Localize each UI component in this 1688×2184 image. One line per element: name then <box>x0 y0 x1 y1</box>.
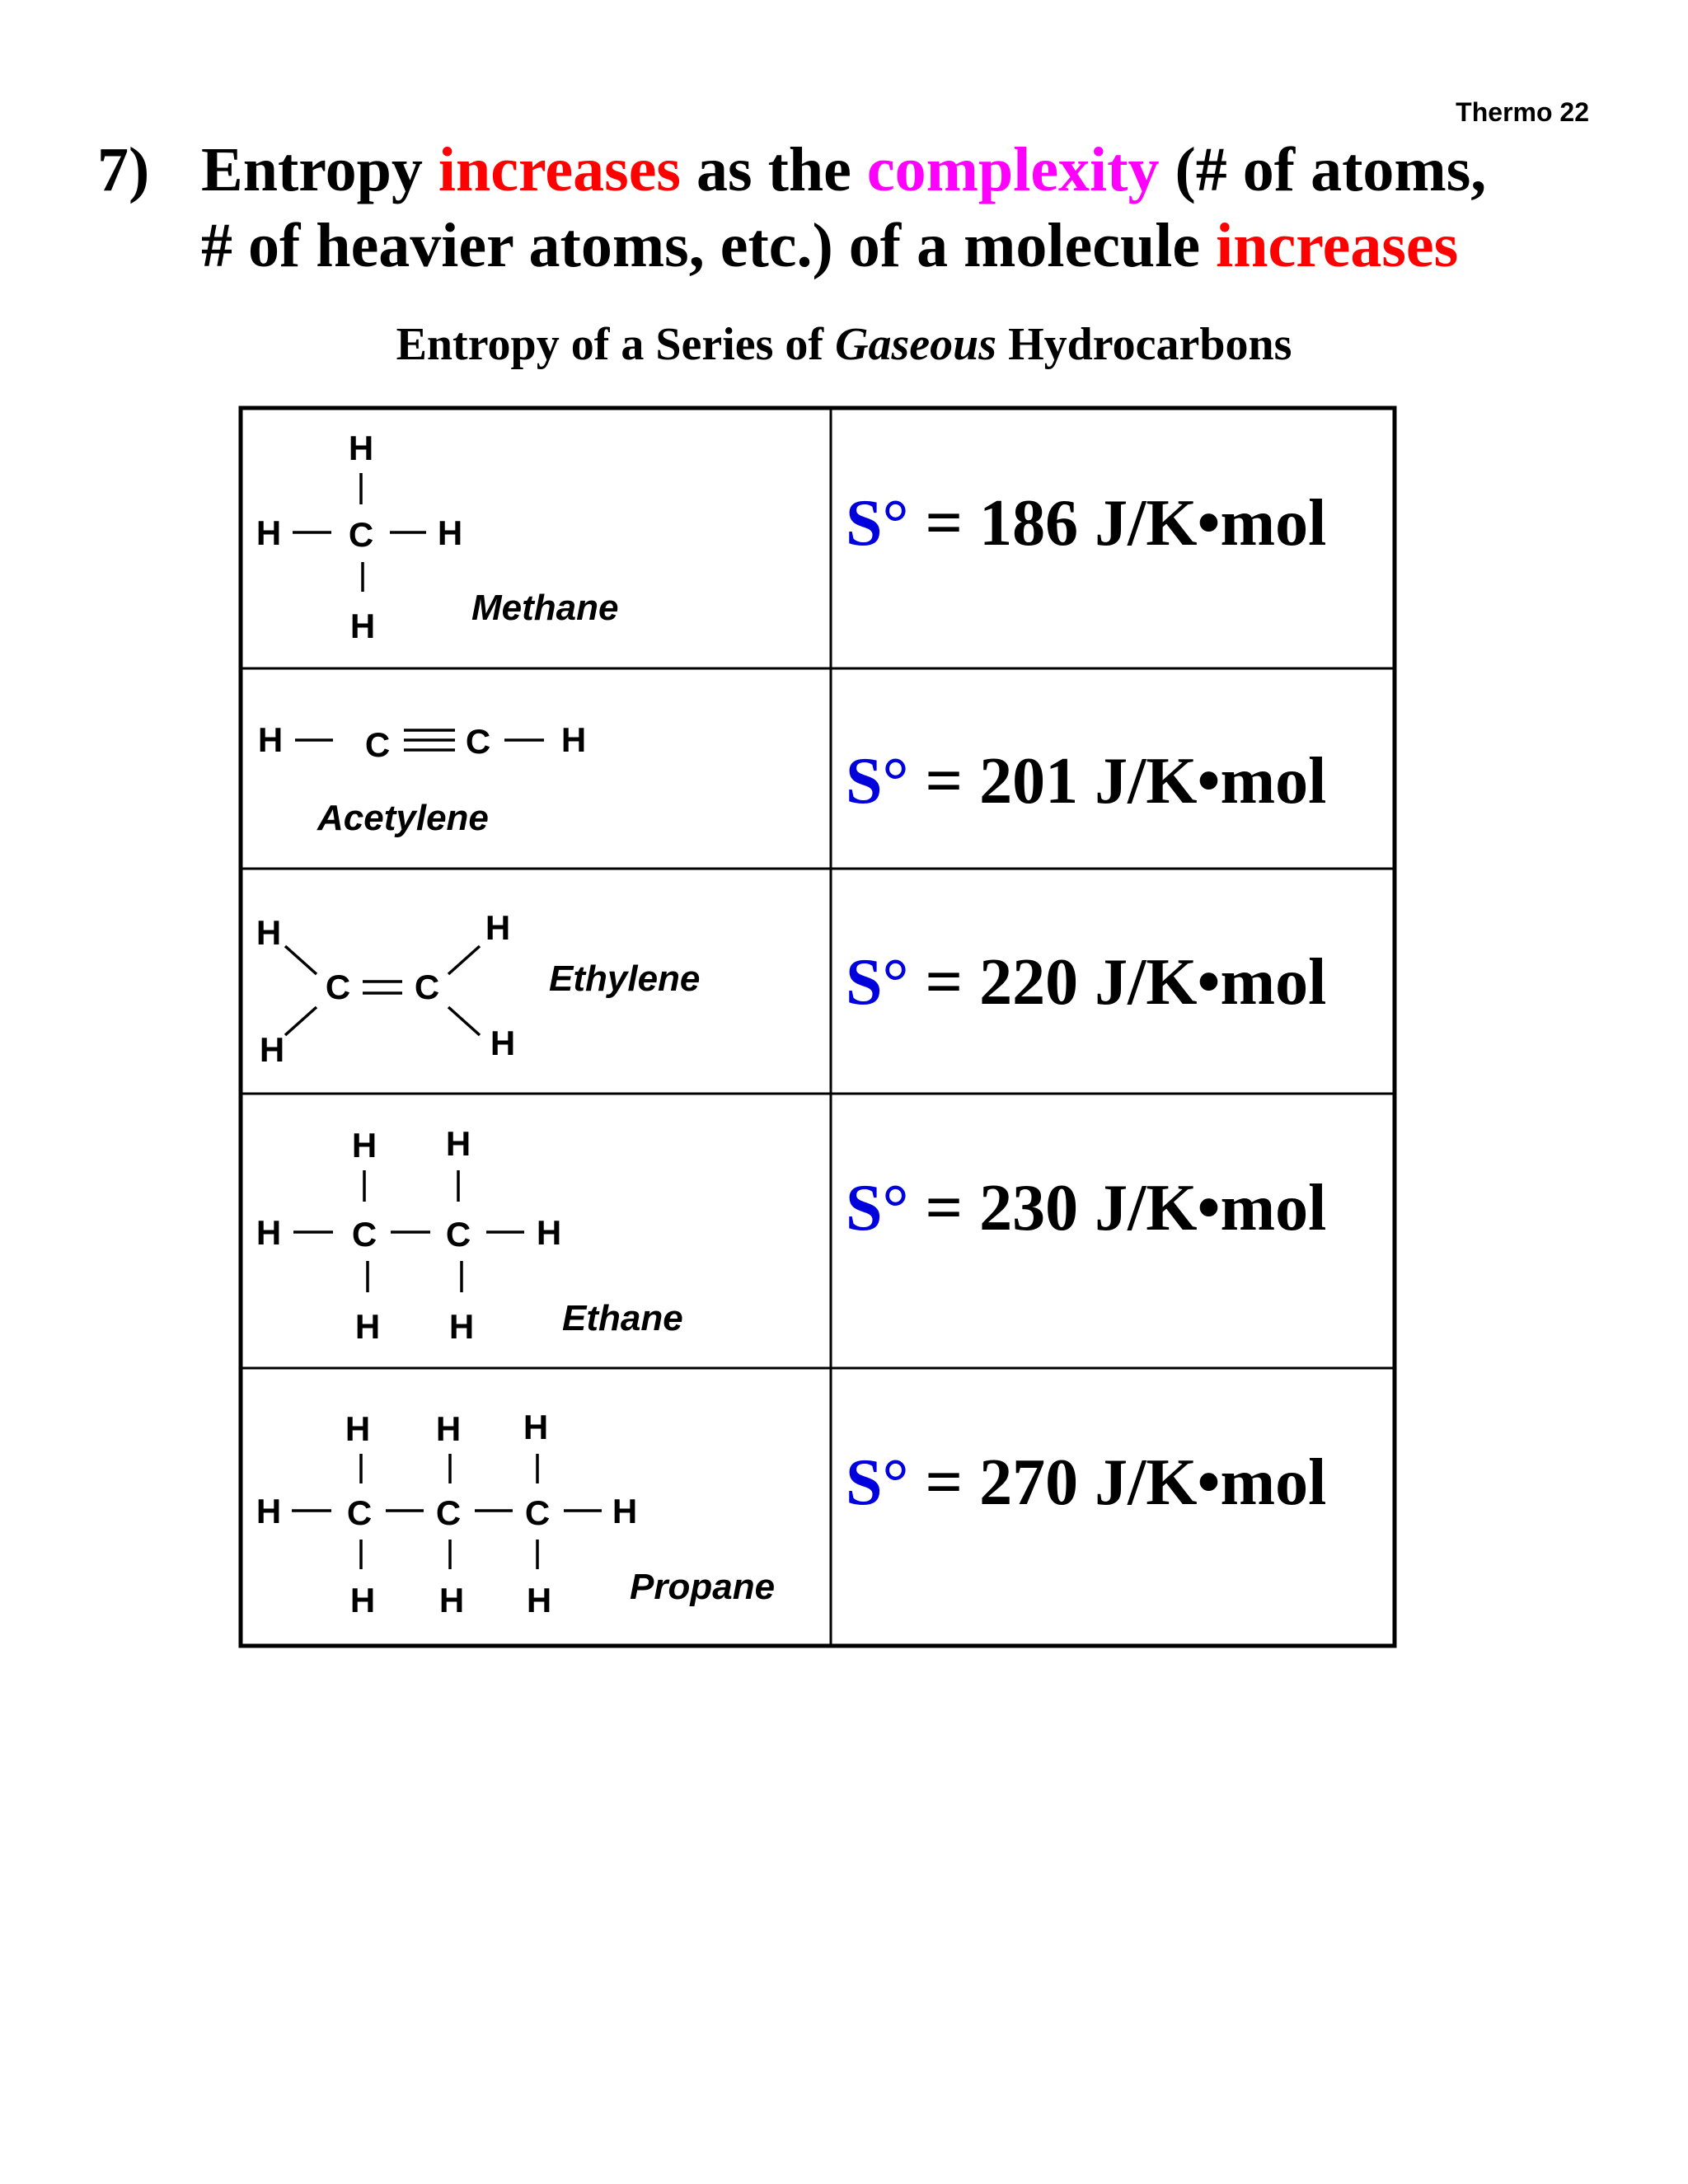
heading-keyword-increases: increases <box>1216 211 1459 280</box>
table-title-emphasis: Gaseous <box>835 319 997 370</box>
entropy-symbol: S° <box>846 1172 909 1244</box>
atom-h: H <box>256 513 282 552</box>
molecule-name-methane: Methane <box>471 588 619 628</box>
molecule-name-ethane: Ethane <box>562 1298 683 1338</box>
atom-h: H <box>257 720 284 759</box>
entropy-symbol: S° <box>846 745 909 818</box>
atom-h: H <box>437 513 463 552</box>
atom-h: H <box>256 1213 282 1252</box>
table-title-text: Entropy of a Series of <box>396 319 836 370</box>
entropy-value: = 270 J/K•mol <box>908 1446 1327 1519</box>
heading-text: as the <box>681 135 867 204</box>
entropy-value-acetylene <box>846 744 1326 819</box>
atom-h: H <box>354 1307 381 1346</box>
heading-text: # of heavier atoms, etc.) of a molecule <box>201 211 1217 280</box>
entropy-symbol: S° <box>846 1446 909 1519</box>
atom-h: H <box>448 1307 475 1346</box>
atom-h: H <box>256 1492 282 1530</box>
heading-keyword-increases: increases <box>438 135 681 204</box>
ethylene-structure <box>256 908 701 1069</box>
single-bond <box>285 1007 316 1035</box>
entropy-value: = 230 J/K•mol <box>908 1172 1327 1244</box>
entropy-value-ethane <box>846 1171 1326 1246</box>
heading-text: Entropy <box>201 135 438 204</box>
atom-h: H <box>256 913 282 952</box>
atom-c: C <box>325 968 351 1006</box>
atom-h: H <box>490 1024 516 1062</box>
ethane-structure <box>256 1124 683 1346</box>
single-bond <box>448 1007 480 1035</box>
atom-h: H <box>259 1030 285 1069</box>
acetylene-structure <box>258 720 586 838</box>
heading-keyword-complexity: complexity <box>866 135 1160 204</box>
atom-h: H <box>438 1581 465 1619</box>
atom-c: C <box>435 1493 462 1532</box>
atom-h: H <box>523 1408 549 1446</box>
atom-c: C <box>414 968 440 1006</box>
single-bond <box>285 946 316 974</box>
entropy-symbol: S° <box>846 487 909 560</box>
entropy-value-ethylene <box>846 945 1326 1020</box>
atom-c: C <box>445 1215 471 1254</box>
atom-h: H <box>485 908 511 947</box>
entropy-value: = 220 J/K•mol <box>908 946 1327 1019</box>
atom-c: C <box>348 515 374 554</box>
atom-c: C <box>364 725 391 764</box>
molecule-name-acetylene: Acetylene <box>317 798 489 838</box>
atom-c: C <box>524 1493 551 1532</box>
molecule-name-ethylene: Ethylene <box>549 958 701 999</box>
entropy-value: = 201 J/K•mol <box>908 745 1327 818</box>
page-label: Thermo 22 <box>1456 97 1589 127</box>
atom-h: H <box>348 429 374 467</box>
atom-h: H <box>349 1581 376 1619</box>
entropy-value-propane <box>846 1446 1326 1521</box>
heading-number: 7) <box>97 135 150 204</box>
heading-text: (# of atoms, <box>1159 135 1487 204</box>
atom-h: H <box>536 1213 562 1252</box>
atom-h: H <box>351 1126 377 1165</box>
methane-structure <box>256 429 619 645</box>
atom-c: C <box>351 1215 377 1254</box>
entropy-symbol: S° <box>846 946 909 1019</box>
propane-structure <box>256 1408 775 1619</box>
atom-h: H <box>560 720 587 759</box>
atom-h: H <box>435 1409 462 1448</box>
entropy-value: = 186 J/K•mol <box>908 487 1327 560</box>
atom-h: H <box>526 1581 552 1619</box>
atom-h: H <box>345 1409 371 1448</box>
single-bond <box>448 946 480 974</box>
molecule-name-propane: Propane <box>630 1567 776 1607</box>
atom-h: H <box>349 607 376 645</box>
entropy-value-methane <box>846 486 1326 561</box>
atom-h: H <box>445 1124 471 1163</box>
atom-h: H <box>612 1492 638 1530</box>
table-title-text: Hydrocarbons <box>996 319 1292 370</box>
atom-c: C <box>465 722 491 761</box>
atom-c: C <box>346 1493 373 1532</box>
